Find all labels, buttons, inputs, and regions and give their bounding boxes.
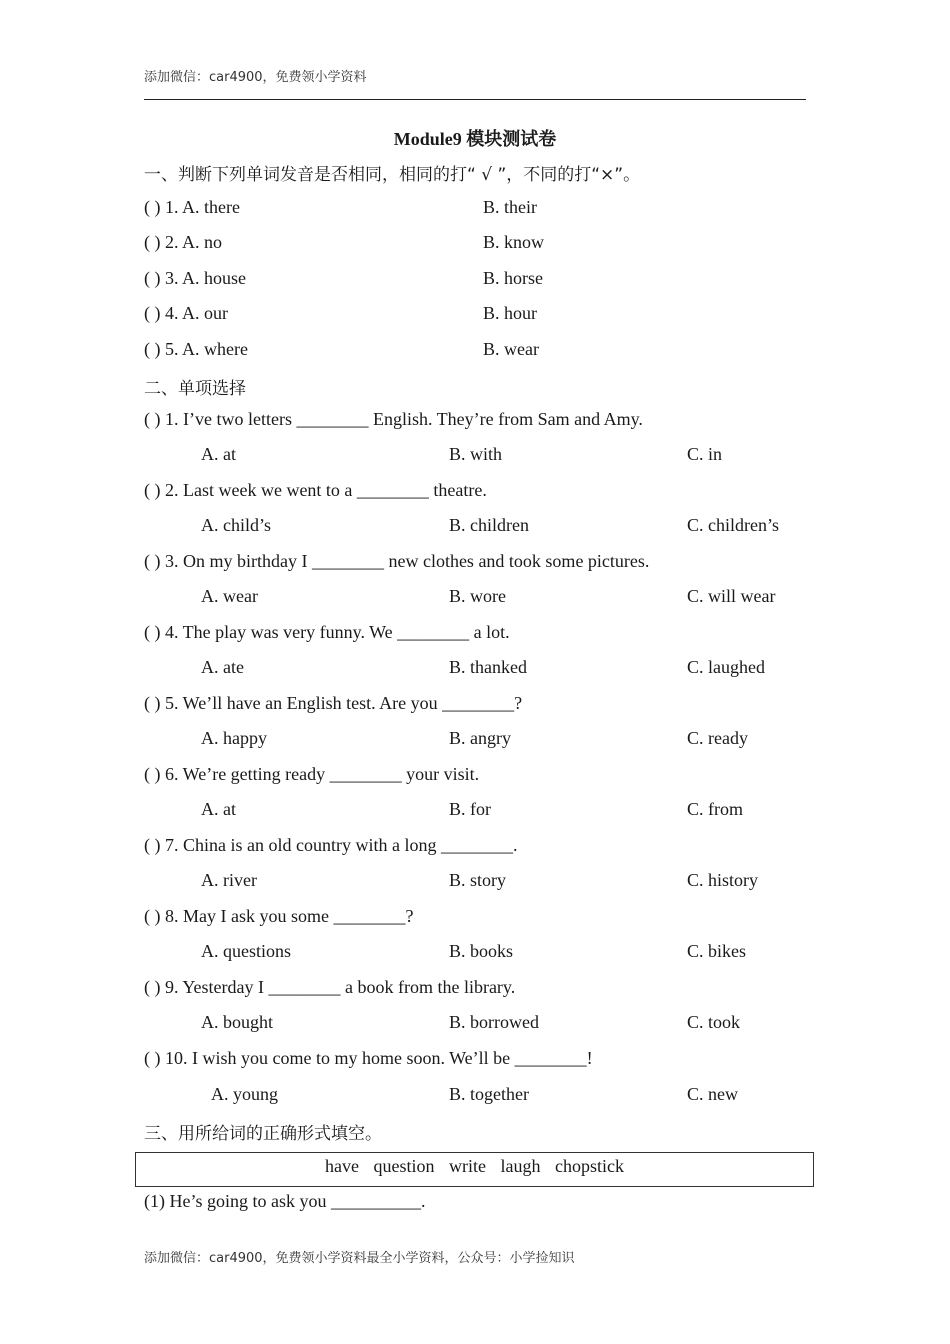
s2-option-a: A. questions (201, 941, 291, 961)
s2-option-c: C. from (687, 799, 743, 819)
s2-question: ( ) 1. I’ve two letters ________ English. They’re from Sam and Amy. (144, 409, 643, 429)
s1-item-a: ( ) 5. A. where (144, 339, 248, 359)
s1-item-a: ( ) 3. A. house (144, 268, 246, 288)
s2-option-b: B. for (449, 799, 491, 819)
header-note: 添加微信：car4900，免费领小学资料 (144, 70, 367, 85)
s2-option-a: A. ate (201, 657, 244, 677)
s2-option-c: C. bikes (687, 941, 747, 961)
s1-item-a: ( ) 4. A. our (144, 303, 228, 323)
s2-option-c: C. in (687, 444, 723, 464)
word-bank-item: have (325, 1156, 359, 1176)
s2-option-b: B. angry (449, 728, 511, 748)
s1-item-b: B. horse (483, 268, 543, 288)
s2-option-c: C. history (687, 870, 759, 890)
s2-option-a: A. bought (201, 1012, 273, 1032)
s2-option-c: C. ready (687, 728, 748, 748)
s2-option-b: B. children (449, 515, 529, 535)
s2-option-b: B. books (449, 941, 514, 961)
s2-option-b: B. story (449, 870, 507, 890)
s1-item-a: ( ) 1. A. there (144, 197, 240, 217)
s1-item-b: B. know (483, 232, 545, 252)
word-bank-item: question (373, 1156, 435, 1176)
footer-note: 添加微信：car4900，免费领小学资料最全小学资料，公众号：小学捡知识 (144, 1251, 575, 1266)
s2-option-a: A. wear (201, 586, 258, 606)
s2-option-b: B. wore (449, 586, 506, 606)
s2-option-c: C. new (687, 1084, 738, 1104)
section2-heading: 二、单项选择 (144, 379, 246, 399)
s2-option-c: C. laughed (687, 657, 765, 677)
word-bank-item: write (449, 1156, 486, 1176)
header-divider (144, 99, 806, 100)
s2-question: ( ) 7. China is an old country with a long ________. (144, 835, 518, 855)
s2-question: ( ) 9. Yesterday I ________ a book from the library. (144, 977, 516, 997)
s2-option-a: A. child’s (201, 515, 271, 535)
s1-item-a: ( ) 2. A. no (144, 232, 222, 252)
s2-option-a: A. at (201, 444, 236, 464)
s2-question: ( ) 2. Last week we went to a ________ theatre. (144, 480, 487, 500)
s1-item-b: B. hour (483, 303, 537, 323)
s2-question: ( ) 6. We’re getting ready ________ your visit. (144, 764, 480, 784)
s2-question: ( ) 10. I wish you come to my home soon. We’ll be ________! (144, 1048, 593, 1068)
s2-question: ( ) 8. May I ask you some ________? (144, 906, 414, 926)
section3-heading: 三、用所给词的正确形式填空。 (144, 1124, 382, 1144)
s2-question: ( ) 4. The play was very funny. We ________ a lot. (144, 622, 510, 642)
section1-heading: 一、判断下列单词发音是否相同，相同的打“ √ ”，不同的打“×”。 (144, 165, 641, 185)
s2-option-b: B. together (449, 1084, 529, 1104)
word-bank-box (135, 1152, 814, 1187)
s2-option-a: A. at (201, 799, 236, 819)
s2-option-b: B. borrowed (449, 1012, 539, 1032)
s2-option-c: C. will wear (687, 586, 776, 606)
s2-question: ( ) 3. On my birthday I ________ new clothes and took some pictures. (144, 551, 650, 571)
word-bank (136, 1153, 813, 1180)
s1-item-b: B. wear (483, 339, 539, 359)
s2-option-b: B. thanked (449, 657, 527, 677)
page-title: Module9 模块测试卷 (393, 129, 557, 149)
s2-option-c: C. children’s (687, 515, 779, 535)
s2-question: ( ) 5. We’ll have an English test. Are you ________? (144, 693, 523, 713)
s2-option-a: A. happy (201, 728, 267, 748)
word-bank-item: laugh (500, 1156, 541, 1176)
s2-option-c: C. took (687, 1012, 741, 1032)
s3-item: (1) He’s going to ask you __________. (144, 1191, 426, 1211)
s2-option-b: B. with (449, 444, 503, 464)
s2-option-a: A. river (201, 870, 257, 890)
word-bank-item: chopstick (554, 1156, 624, 1176)
s2-option-a: A. young (211, 1084, 278, 1104)
s1-item-b: B. their (483, 197, 537, 217)
